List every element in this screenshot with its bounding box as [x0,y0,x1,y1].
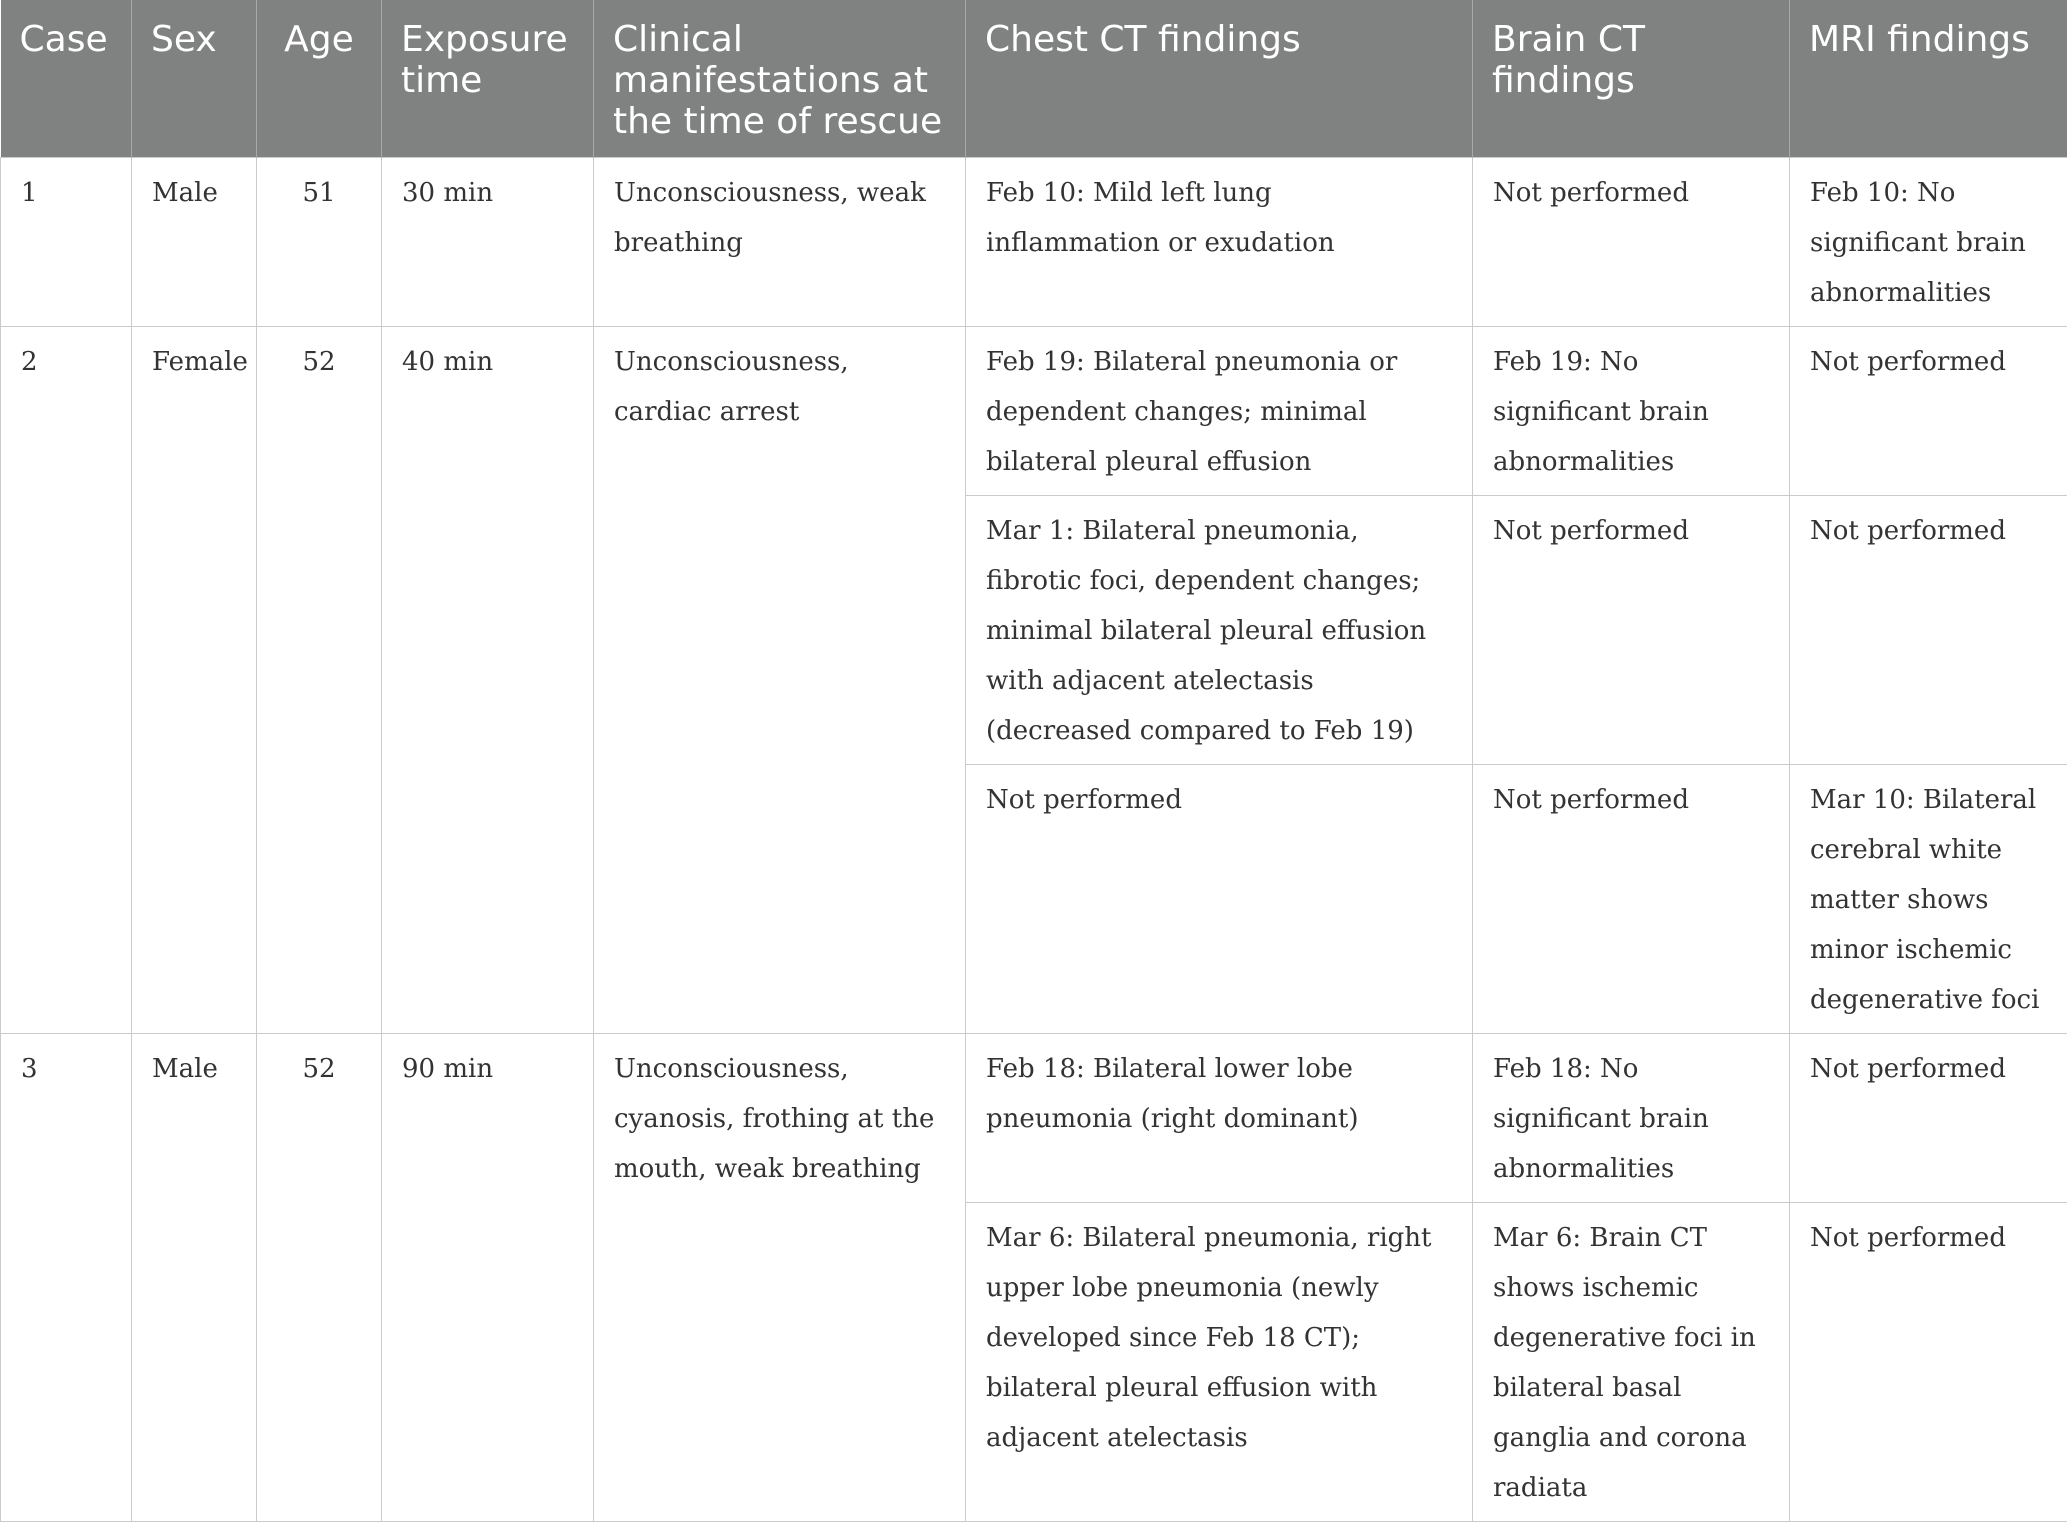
cell-brain-ct: Mar 6: Brain CT shows ischemic degenerative foci in bilateral basal ganglia and corona radiata [1473,1202,1790,1521]
header-clinical-manifestations: Clinical manifestations at the time of rescue [594,0,966,157]
cell-clinical: Unconsciousness, cardiac arrest [594,326,966,1033]
cell-chest-ct: Mar 6: Bilateral pneumonia, right upper lobe pneumonia (newly developed since Feb 18 CT); bilateral pleural effusion with adjacent atelectasis [966,1202,1473,1521]
table-row [1,157,2067,326]
cell-mri: Not performed [1790,326,2067,495]
header-row [1,0,2067,157]
cell-sex: Male [132,157,257,326]
cell-chest-ct: Mar 1: Bilateral pneumonia, fibrotic foci, dependent changes; minimal bilateral pleural effusion with adjacent atelectasis (decreased compared to Feb 19) [966,495,1473,764]
cell-exposure-time: 90 min [382,1033,594,1521]
header-mri: MRI findings [1790,0,2067,157]
table-header [1,0,2067,157]
table-row [1,1033,2067,1202]
cell-chest-ct: Feb 10: Mild left lung inflammation or exudation [966,157,1473,326]
cell-chest-ct: Feb 18: Bilateral lower lobe pneumonia (right dominant) [966,1033,1473,1202]
cell-chest-ct: Not performed [966,764,1473,1033]
cell-exposure-time: 40 min [382,326,594,1033]
cell-mri: Not performed [1790,1033,2067,1202]
header-sex: Sex [132,0,257,157]
cell-chest-ct: Feb 19: Bilateral pneumonia or dependent changes; minimal bilateral pleural effusion [966,326,1473,495]
cell-brain-ct: Not performed [1473,495,1790,764]
cell-exposure-time: 30 min [382,157,594,326]
table-body [1,157,2067,1521]
cell-brain-ct: Not performed [1473,157,1790,326]
cell-age: 52 [257,1033,382,1521]
cell-mri: Feb 10: No significant brain abnormalities [1790,157,2067,326]
cell-case: 3 [1,1033,132,1521]
cell-case: 1 [1,157,132,326]
header-case: Case [1,0,132,157]
cell-brain-ct: Not performed [1473,764,1790,1033]
cell-clinical: Unconsciousness, weak breathing [594,157,966,326]
cell-mri: Mar 10: Bilateral cerebral white matter shows minor ischemic degenerative foci [1790,764,2067,1033]
header-chest-ct: Chest CT findings [966,0,1473,157]
table-row [1,326,2067,495]
header-brain-ct: Brain CT findings [1473,0,1790,157]
cell-mri: Not performed [1790,495,2067,764]
cell-brain-ct: Feb 19: No significant brain abnormalities [1473,326,1790,495]
cell-clinical: Unconsciousness, cyanosis, frothing at the mouth, weak breathing [594,1033,966,1521]
cell-mri: Not performed [1790,1202,2067,1521]
cell-age: 51 [257,157,382,326]
cell-sex: Female [132,326,257,1033]
cell-sex: Male [132,1033,257,1521]
cell-brain-ct: Feb 18: No significant brain abnormalities [1473,1033,1790,1202]
cell-case: 2 [1,326,132,1033]
header-age: Age [257,0,382,157]
cell-age: 52 [257,326,382,1033]
header-exposure-time: Exposure time [382,0,594,157]
